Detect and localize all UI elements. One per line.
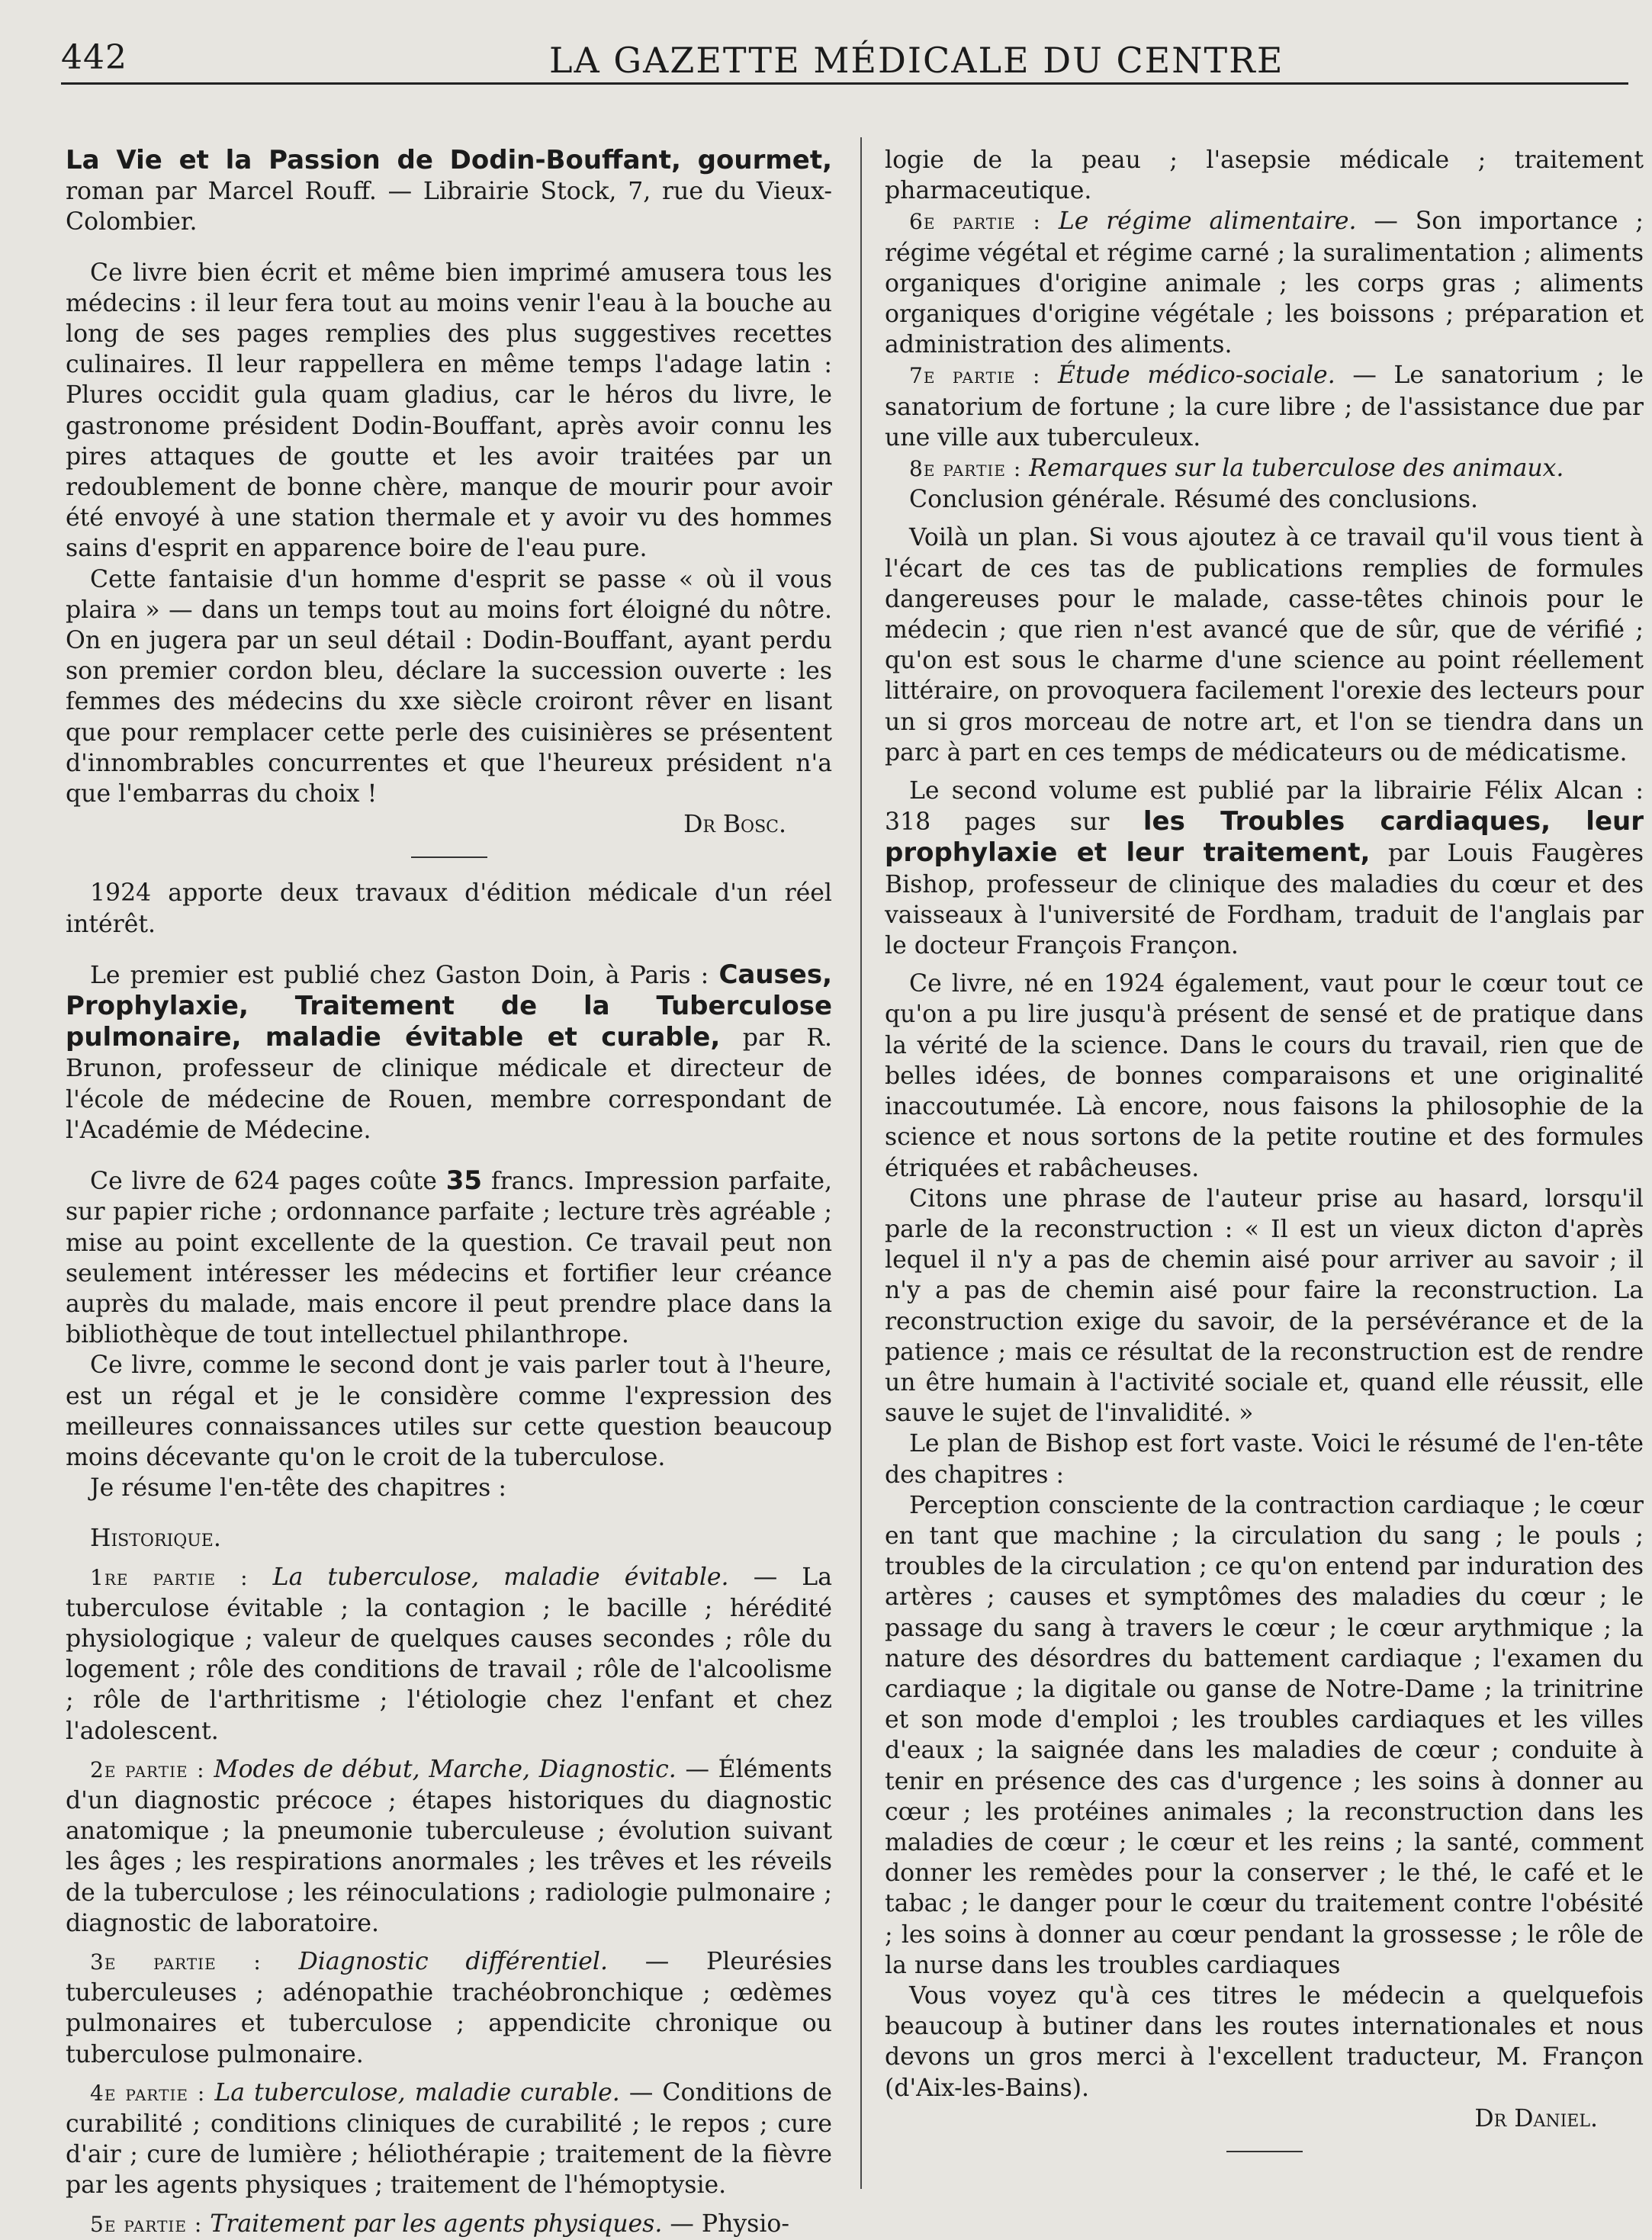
first-book-text-b: par R. Brunon, professeur de clinique médicale et directeur de l'école de médecine de Rouen, membre correspondant de l'Académie de Médecine.	[66, 1024, 833, 1144]
resume-line: Je résume l'en-tête des chapitres :	[90, 1474, 506, 1502]
header-rule	[61, 82, 1628, 85]
review-2-signature: Dr Daniel.	[1474, 2104, 1598, 2132]
part-5-title: Traitement par les agents physiques.	[210, 2209, 663, 2238]
second-volume-text-a: Le second volume est publié par la librairie Félix Alcan : 318 pages sur	[885, 777, 1644, 837]
part-5-text: — Physio-	[670, 2209, 790, 2238]
part-2-title: Modes de début, Marche, Diagnostic.	[214, 1755, 677, 1783]
page-header	[61, 38, 1625, 84]
second-volume-text-b: par Louis Faugères Bishop, professeur de clinique des maladies du cœur et des vaisseaux à l'université de Fordham, traduit de l'anglais par le docteur François Françon.	[885, 840, 1644, 960]
second-volume-title: les Troubles cardiaques, leur prophylaxie et leur traitement,	[885, 806, 1644, 869]
part-1-label: 1re partie :	[90, 1564, 249, 1590]
second-mention-paragraph: Ce livre, comme le second dont je vais parler tout à l'heure, est un régal et je le considère comme l'expression des meilleures connaissances utiles sur cette question beaucoup moins décevante qu'on le croit de la tuberculose.	[66, 1351, 832, 1471]
end-separator-rule	[1226, 2151, 1303, 2152]
part-4-title: La tuberculose, maladie curable.	[214, 2078, 620, 2107]
part-8-title: Remarques sur la tuberculose des animaux.	[1029, 455, 1564, 483]
part-1	[66, 1562, 832, 1747]
part-3-text: — Pleurésies tuberculeuses ; adénopathie trachéobronchique ; œdèmes pulmonaires et tuberculose ; appendicite chronique ou tuberculose pulmonaire.	[66, 1947, 832, 2068]
part-6	[885, 206, 1644, 360]
price-text-a: Ce livre de 624 pages coûte	[90, 1168, 437, 1196]
first-book-paragraph	[66, 959, 832, 1146]
intro-1924: 1924 apporte deux travaux d'édition médicale d'un réel intérêt.	[66, 879, 832, 938]
part-4	[66, 2078, 832, 2201]
citation-paragraph: Citons une phrase de l'auteur prise au hasard, lorsqu'il parle de la reconstruction : « Il est un vieux dicton d'après lequel il n'y a pas de chemin aisé pour arriver au savoir ; il n'y a pas de chemin aisé pour faire la reconstruction. La reconstruction exige du savoir, de la persévérance et de la patience ; mais ce résultat de la reconstruction est de rendre un être humain à l'activité sociale et, quand elle réussit, elle sauve le sujet de l'invalidité. »	[885, 1184, 1644, 1428]
perception-paragraph: Perception consciente de la contraction cardiaque ; le cœur en tant que machine ; la circulation du sang ; le pouls ; troubles de la circulation ; ce qu'on entend par induration des artères ; causes et symptômes des maladies du cœur ; le passage du sang à travers le cœur ; le cœur arythmique ; la nature des désordres du battement cardiaque ; l'examen du cardiaque ; la digitale ou ganse de Notre-Dame ; la trinitrine et son mode d'emploi ; les troubles cardiaques et les villes d'eaux ; la saignée dans les maladies de cœur ; conduite à tenir en présence des cas d'urgence ; les soins à donner au cœur ; les protéines animales ; la reconstruction dans les maladies de cœur ; le cœur et les reins ; la santé, comment donner les remèdes pour la conserver ; le thé, le café et le tabac ; le danger pour le cœur du traitement contre l'obésité ; les soins à donner au cœur pendant la grossesse ; le rôle de la nurse dans les troubles cardiaques	[885, 1491, 1644, 1979]
part-7-title: Étude médico-sociale.	[1058, 362, 1335, 390]
review-1-paragraph-1: Ce livre bien écrit et même bien imprimé amusera tous les médecins : il leur fera tout au moins venir l'eau à la bouche au long de ses pages remplies des plus suggestives recettes culinaires. Il leur rappellera en même temps l'adage latin : Plures occidit gula quam gladius, car le héros du livre, le gastronome président Dodin-Bouffant, après avoir connu les pires attaques de goutte et les avoir traitées par un redoublement de bonne chère, manque de mourir pour avoir été envoyé à une station thermale et y avoir vu des hommes sains d'esprit en apparence boire de l'eau pure.	[66, 259, 832, 563]
conclusion-line: Conclusion générale. Résumé des conclusions.	[909, 486, 1479, 514]
part-7-label: 7e partie :	[909, 363, 1041, 389]
left-column	[66, 145, 832, 2240]
part-7	[885, 360, 1644, 453]
part-1-title: La tuberculose, maladie évitable.	[272, 1563, 729, 1591]
part-6-label: 6e partie :	[909, 209, 1041, 235]
review-1-title: La Vie et la Passion de Dodin-Bouffant, gourmet,	[66, 145, 832, 175]
first-book-title: Causes, Prophylaxie, Traitement de la Tuberculose pulmonaire, maladie évitable et curable,	[66, 959, 832, 1053]
price-value: 35	[445, 1165, 483, 1197]
column-divider	[860, 137, 862, 2189]
part-5-continued: logie de la peau ; l'asepsie médicale ; traitement pharmaceutique.	[885, 146, 1644, 205]
part-8-label: 8e partie :	[909, 456, 1022, 482]
part-6-text: — Son importance ; régime végétal et régime carné ; la suralimentation ; aliments organiques d'origine animale ; les corps gras ; aliments organiques d'origine végétale ; les boissons ; préparation et administration des aliments.	[885, 207, 1644, 359]
part-7-text: — Le sanatorium ; le sanatorium de fortune ; la cure libre ; de l'assistance due par une ville aux tuberculeux.	[885, 362, 1644, 452]
part-2-label: 2e partie :	[90, 1756, 205, 1782]
part-2	[66, 1754, 832, 1939]
first-book-text-a: Le premier est publié chez Gaston Doin, à Paris :	[90, 961, 709, 989]
ne-en-1924-paragraph: Ce livre, né en 1924 également, vaut pour le cœur tout ce qu'on a pu lire jusqu'à présent de sensé et de pratique dans la vérité de la science. Dans le cours du travail, rien que de belles idées, de bonnes comparaisons et une originalité inaccoutumée. Là encore, nous faisons la philosophie de la science et nous sortons de la petite routine et des formules étriquées et rabâcheuses.	[885, 970, 1644, 1182]
part-1-text: — La tuberculose évitable ; la contagion ; le bacille ; hérédité physiologique ; valeur de quelques causes secondes ; rôle du logement ; rôle des conditions de travail ; rôle de l'alcoolisme ; rôle de l'arthritisme ; l'étiologie chez l'enfant et chez l'adolescent.	[66, 1563, 833, 1745]
second-volume-paragraph	[885, 776, 1644, 961]
part-2-text: — Éléments d'un diagnostic précoce ; étapes historiques du diagnostic anatomique ; la pneumonie tuberculeuse ; évolution suivant les âges ; les respirations anormales ; les trêves et les réveils de la tuberculose ; les réinoculations ; radiologie pulmonaire ; diagnostic de laboratoire.	[66, 1755, 833, 1937]
first-book-price-paragraph	[66, 1165, 832, 1350]
page-number: 442	[61, 38, 127, 77]
part-8	[885, 453, 1644, 484]
bishop-plan-paragraph: Le plan de Bishop est fort vaste. Voici le résumé de l'en-tête des chapitres :	[885, 1430, 1644, 1489]
part-3	[66, 1946, 832, 2070]
review-1-heading	[66, 145, 832, 238]
review-1-signature: Dr Bosc.	[683, 811, 786, 839]
part-3-label: 3e partie :	[90, 1949, 262, 1975]
review-1-paragraph-2: Cette fantaisie d'un homme d'esprit se passe « où il vous plaira » — dans un temps tout au moins fort éloigné du nôtre. On en jugera par un seul détail : Dodin-Bouffant, ayant perdu son premier cordon bleu, déclare la succession ouverte : les femmes des médecins du xxe siècle croiront rêver en lisant que pour remplacer cette perle des cuisinières se présentent d'innombrables concurrentes et que l'heureux président n'a que l'embarras du choix !	[66, 565, 832, 808]
historique-heading: Historique.	[90, 1525, 221, 1553]
closing-paragraph: Vous voyez qu'à ces titres le médecin a quelquefois beaucoup à butiner dans les routes internationales et nous devons un gros merci à l'excellent traducteur, M. Françon (d'Aix-les-Bains).	[885, 1981, 1644, 2102]
part-4-label: 4e partie :	[90, 2080, 206, 2106]
part-3-title: Diagnostic différentiel.	[298, 1947, 609, 1975]
review-1-info: roman par Marcel Rouff. — Librairie Stock, 7, rue du Vieux-Colombier.	[66, 178, 832, 236]
part-4-text: — Conditions de curabilité ; conditions cliniques de curabilité ; le repos ; cure d'air ; cure de lumière ; héliothérapie ; traitement de la fièvre par les agents physiques ; traitement de l'hémoptysie.	[66, 2078, 833, 2200]
part-5-label: 5e partie :	[90, 2211, 203, 2237]
separator-rule	[411, 856, 487, 858]
right-column	[885, 145, 1644, 2172]
part-5	[66, 2209, 832, 2240]
part-6-title: Le régime alimentaire.	[1058, 207, 1357, 236]
price-text-b: francs. Impression parfaite, sur papier riche ; ordonnance parfaite ; lecture très agréable ; mise au point excellente de la question. Ce travail peut non seulement intéresser les médecins et fortifier leur créance auprès du malade, mais encore il peut prendre place dans la bibliothèque de tout intellectuel philanthrope.	[66, 1168, 833, 1349]
running-title: LA GAZETTE MÉDICALE DU CENTRE	[549, 40, 1284, 81]
plan-paragraph: Voilà un plan. Si vous ajoutez à ce travail qu'il vous tient à l'écart de ces tas de publications remplies de formules dangereuses pour le malade, casse-têtes chinois pour le médecin ; que rien n'est avancé que de sûr, que de vérifié ; qu'on est sous le charme d'une science au point réellement littéraire, on provoquera facilement l'orexie des lecteurs pour un si gros morceau de notre art, et l'on se tiendra dans un parc à part en ces temps de médicateurs ou de médicatisme.	[885, 524, 1644, 766]
